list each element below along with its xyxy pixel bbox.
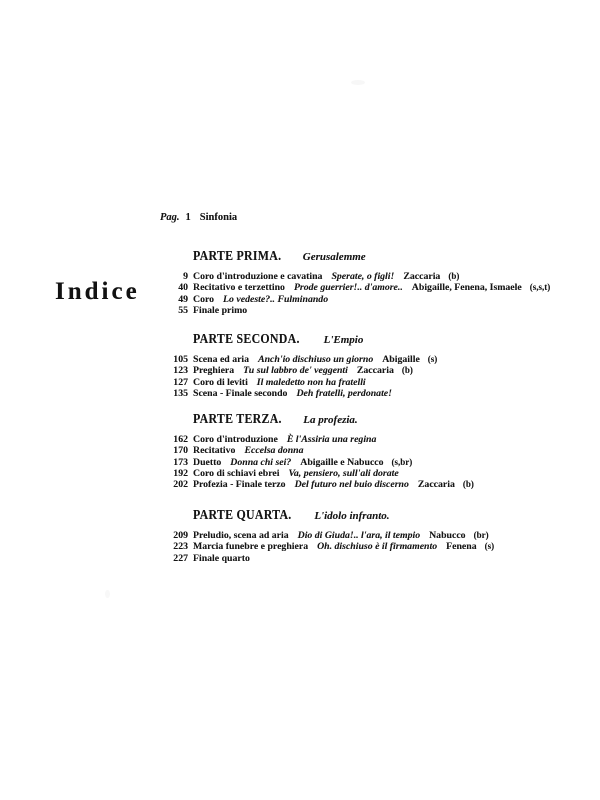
entry-label: Coro di schiavi ebrei	[193, 467, 280, 479]
index-entry	[160, 271, 590, 282]
entry-page-number: 49	[178, 293, 188, 305]
entry-title: Tu sul labbro de' veggenti	[243, 365, 348, 377]
index-entry	[160, 294, 590, 305]
entry-title: Anch'io dischiuso un giorno	[258, 354, 374, 365]
entry-page-number: 9	[183, 271, 188, 282]
entry-voices: (br)	[473, 530, 489, 540]
entry-label: Duetto	[193, 456, 222, 468]
sinfonia-entry	[160, 212, 237, 224]
entry-label: Coro di leviti	[193, 376, 248, 388]
index-entry	[160, 457, 590, 468]
entry-title: Lo vedeste?.. Fulminando	[223, 293, 329, 305]
scan-smudge	[105, 590, 110, 598]
entry-page-number: 202	[173, 479, 188, 491]
entry-label: Sinfonia	[199, 212, 238, 223]
entry-page-number: 135	[173, 387, 188, 399]
entry-page-number: 227	[173, 552, 188, 564]
entry-label: Finale primo	[193, 304, 248, 316]
entry-title: Oh. dischiuso è il firmamento	[317, 541, 438, 553]
entry-performers: Zaccaria	[417, 479, 455, 491]
part-section-terza	[160, 412, 590, 490]
section-heading-subtitle: L'idolo infranto.	[314, 510, 390, 522]
section-heading	[193, 249, 590, 264]
entry-label: Preghiera	[193, 365, 235, 377]
section-heading-subtitle: Gerusalemme	[302, 251, 366, 263]
entry-page-number: 192	[173, 467, 188, 479]
entry-voices: (s,s,t)	[529, 282, 551, 293]
section-heading	[193, 412, 590, 427]
entry-page-number: 223	[173, 541, 188, 553]
entry-title: Sperate, o figli!	[331, 271, 395, 282]
entry-title: Il maledetto non ha fratelli	[256, 376, 366, 388]
entry-voices: (b)	[448, 271, 460, 281]
index-entry	[160, 434, 590, 445]
entry-performers: Abigaille, Fenena, Ismaele	[411, 282, 522, 294]
entry-title: Deh fratelli, perdonate!	[296, 387, 392, 399]
entry-label: Coro d'introduzione	[193, 434, 278, 445]
entry-voices: (s)	[484, 541, 495, 552]
section-heading-main: PARTE TERZA.	[193, 411, 282, 426]
entry-label: Marcia funebre e preghiera	[193, 541, 309, 553]
entry-voices: (b)	[462, 479, 474, 490]
part-section-seconda	[160, 332, 590, 399]
section-heading-subtitle: L'Empio	[323, 334, 364, 346]
entry-page-number: 162	[173, 434, 188, 445]
entry-performers: Abigaille	[382, 354, 420, 365]
index-entry	[160, 445, 590, 456]
section-heading-subtitle: La profezia.	[303, 414, 358, 426]
entry-label: Coro d'introduzione e cavatina	[193, 271, 323, 282]
section-heading-main: PARTE QUARTA.	[193, 507, 292, 522]
entry-page-number: 1	[185, 212, 191, 223]
entry-title: Donna chi sei?	[230, 456, 292, 468]
entry-title: Prode guerrier!.. d'amore..	[293, 282, 403, 294]
entry-page-number: 173	[173, 456, 188, 468]
entry-performers: Zaccaria	[356, 365, 394, 377]
index-entry	[160, 468, 590, 479]
entry-title: È l'Assiria una regina	[286, 434, 377, 445]
entry-voices: (s)	[427, 354, 438, 364]
entry-page-number: 209	[173, 530, 188, 541]
entry-title: Del futuro nel buio discerno	[294, 479, 409, 491]
section-heading	[193, 508, 590, 523]
entry-label: Scena ed aria	[193, 354, 250, 365]
page-title: Indice	[55, 278, 140, 305]
entry-voices: (s,br)	[391, 456, 413, 467]
index-entry	[160, 377, 590, 388]
section-heading	[193, 332, 590, 347]
entry-page-number: 40	[178, 282, 188, 294]
index-entry	[160, 305, 590, 316]
entry-label: Finale quarto	[193, 552, 250, 564]
entry-page-number: 105	[173, 354, 188, 365]
part-section-prima	[160, 249, 590, 316]
part-section-quarta	[160, 508, 590, 564]
entry-label: Scena - Finale secondo	[193, 387, 288, 399]
entry-voices: (b)	[401, 365, 413, 376]
index-entry	[160, 541, 590, 552]
entry-performers: Fenena	[446, 541, 477, 553]
entry-label: Preludio, scena ad aria	[193, 530, 289, 541]
entry-title: Dio di Giuda!.. l'ara, il tempio	[297, 530, 421, 541]
entry-performers: Nabucco	[429, 530, 466, 541]
entry-label: Recitativo e terzettino	[193, 282, 285, 294]
section-heading-main: PARTE SECONDA.	[193, 331, 300, 346]
section-heading-main: PARTE PRIMA.	[193, 248, 282, 263]
entry-label: Profezia - Finale terzo	[193, 479, 286, 491]
entry-performers: Zaccaria	[403, 271, 441, 282]
entry-page-number: 127	[173, 376, 188, 388]
entry-page-number: 123	[173, 365, 188, 377]
entry-label: Coro	[193, 293, 215, 305]
index-entry	[160, 365, 590, 376]
pag-label: Pag.	[160, 212, 180, 223]
scan-smudge	[351, 80, 365, 85]
index-entry	[160, 479, 590, 490]
index-entry	[160, 282, 590, 293]
index-entry	[160, 354, 590, 365]
index-entry	[160, 553, 590, 564]
entry-page-number: 55	[178, 304, 188, 316]
entry-title: Va, pensiero, sull'ali dorate	[288, 467, 399, 479]
index-entry	[160, 530, 590, 541]
entry-page-number: 170	[173, 445, 188, 457]
index-entry	[160, 388, 590, 399]
entry-title: Eccelsa donna	[244, 445, 304, 457]
entry-label: Recitativo	[193, 445, 236, 457]
entry-performers: Abigaille e Nabucco	[300, 456, 384, 468]
